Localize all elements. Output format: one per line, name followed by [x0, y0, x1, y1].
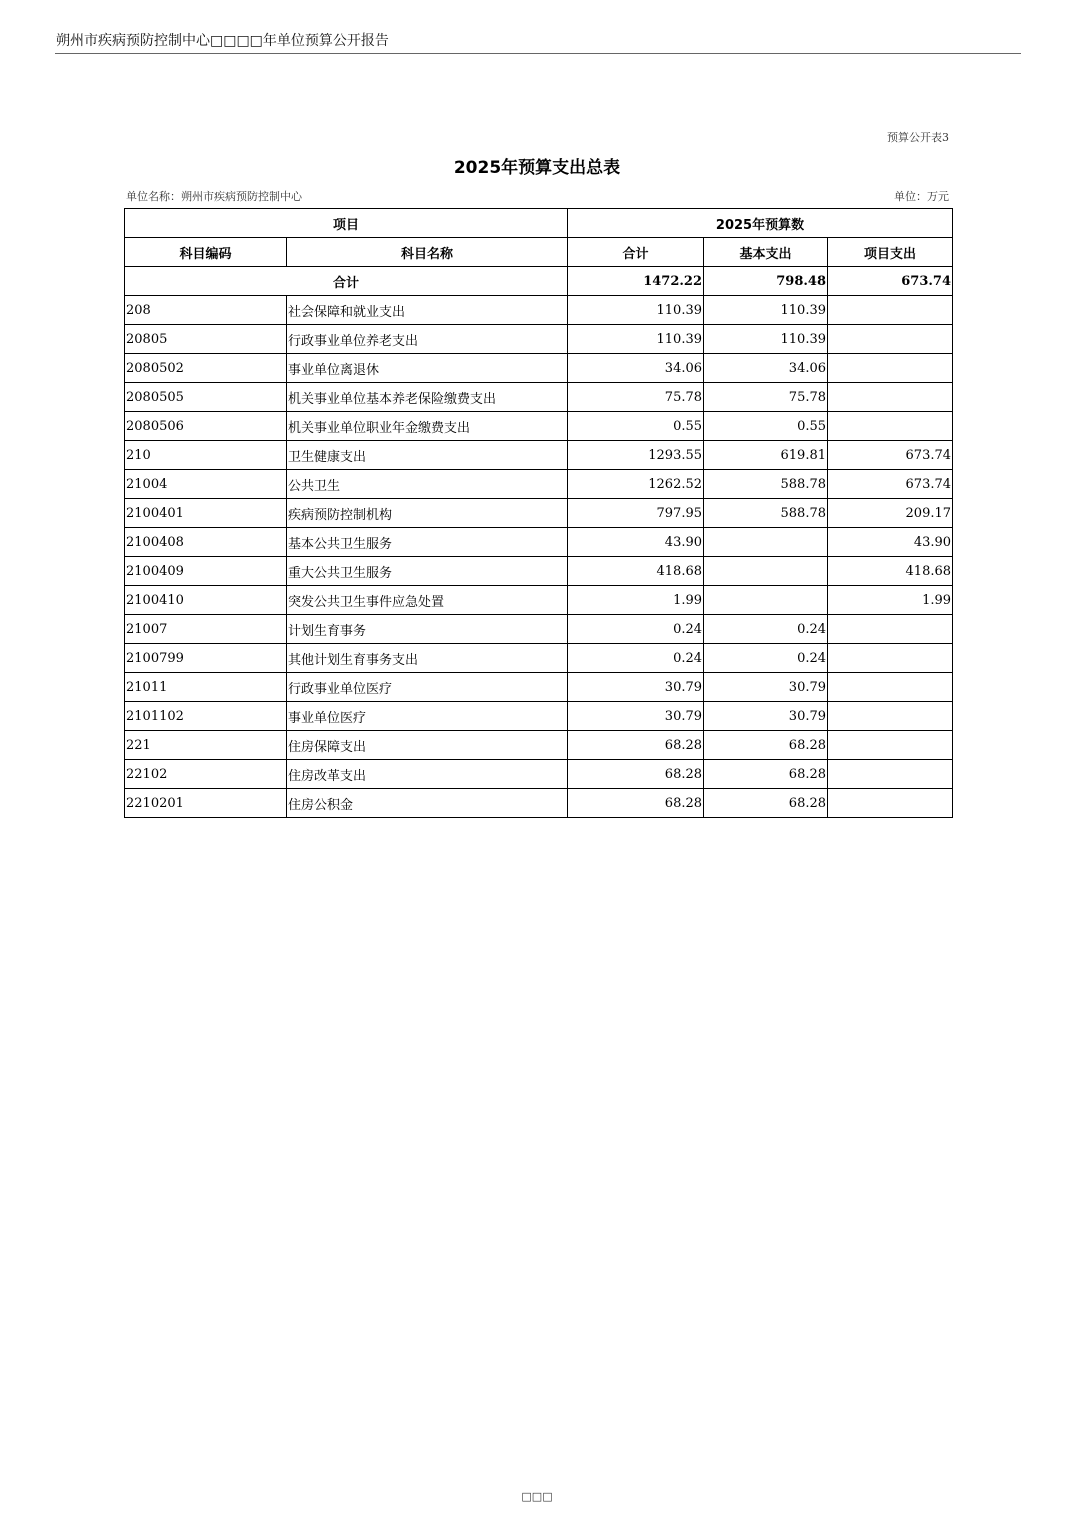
header-total: 合计	[568, 238, 704, 267]
row-total: 43.90	[568, 528, 704, 557]
row-total: 110.39	[568, 325, 704, 354]
row-total: 30.79	[568, 673, 704, 702]
row-code: 210	[125, 441, 287, 470]
row-code: 221	[125, 731, 287, 760]
row-name: 计划生育事务	[287, 615, 568, 644]
row-project	[828, 644, 953, 673]
row-name: 住房公积金	[287, 789, 568, 818]
row-basic: 68.28	[704, 760, 828, 789]
table-row	[125, 441, 953, 470]
table-row	[125, 615, 953, 644]
row-total: 797.95	[568, 499, 704, 528]
row-total: 418.68	[568, 557, 704, 586]
row-name: 其他计划生育事务支出	[287, 644, 568, 673]
row-total: 0.55	[568, 412, 704, 441]
page-number: □□□	[521, 1490, 553, 1503]
table-row	[125, 296, 953, 325]
header-basic: 基本支出	[704, 238, 828, 267]
row-total: 0.24	[568, 615, 704, 644]
row-code: 2080506	[125, 412, 287, 441]
page-title: 2025年预算支出总表	[453, 158, 621, 178]
table-row	[125, 586, 953, 615]
table-subheader-row	[125, 238, 953, 267]
row-name: 行政事业单位养老支出	[287, 325, 568, 354]
row-code: 2080502	[125, 354, 287, 383]
row-project	[828, 702, 953, 731]
budget-expenditure-table	[124, 208, 953, 818]
row-project: 209.17	[828, 499, 953, 528]
row-name: 住房改革支出	[287, 760, 568, 789]
row-total: 1262.52	[568, 470, 704, 499]
table-row	[125, 325, 953, 354]
unit-name: 单位名称：朔州市疾病预防控制中心	[126, 190, 302, 203]
header-budget: 2025年预算数	[568, 209, 953, 238]
row-basic: 0.24	[704, 615, 828, 644]
row-code: 2080505	[125, 383, 287, 412]
row-code: 2100409	[125, 557, 287, 586]
row-total: 30.79	[568, 702, 704, 731]
table-row	[125, 673, 953, 702]
row-name: 社会保障和就业支出	[287, 296, 568, 325]
unit-label: 单位：万元	[894, 190, 949, 203]
row-basic	[704, 586, 828, 615]
row-basic: 110.39	[704, 325, 828, 354]
table-header-row	[125, 209, 953, 238]
table-row	[125, 760, 953, 789]
row-project	[828, 673, 953, 702]
row-project	[828, 325, 953, 354]
row-name: 基本公共卫生服务	[287, 528, 568, 557]
row-project: 673.74	[828, 441, 953, 470]
row-basic: 30.79	[704, 702, 828, 731]
row-total: 68.28	[568, 731, 704, 760]
table-row	[125, 470, 953, 499]
row-project	[828, 760, 953, 789]
row-project: 418.68	[828, 557, 953, 586]
row-total: 0.24	[568, 644, 704, 673]
row-name: 行政事业单位医疗	[287, 673, 568, 702]
row-total: 68.28	[568, 760, 704, 789]
row-total: 34.06	[568, 354, 704, 383]
row-project	[828, 731, 953, 760]
row-basic: 588.78	[704, 499, 828, 528]
header-code: 科目编码	[125, 238, 287, 267]
row-code: 2100408	[125, 528, 287, 557]
row-code: 2101102	[125, 702, 287, 731]
row-code: 2100410	[125, 586, 287, 615]
row-code: 22102	[125, 760, 287, 789]
row-basic: 619.81	[704, 441, 828, 470]
table-row	[125, 789, 953, 818]
row-basic: 110.39	[704, 296, 828, 325]
row-name: 事业单位医疗	[287, 702, 568, 731]
header-name: 科目名称	[287, 238, 568, 267]
row-basic: 588.78	[704, 470, 828, 499]
row-project	[828, 296, 953, 325]
row-code: 2210201	[125, 789, 287, 818]
row-basic: 0.55	[704, 412, 828, 441]
row-project: 673.74	[828, 470, 953, 499]
row-name: 住房保障支出	[287, 731, 568, 760]
running-header: 朔州市疾病预防控制中心□□□□年单位预算公开报告	[56, 33, 389, 49]
row-name: 突发公共卫生事件应急处置	[287, 586, 568, 615]
row-basic	[704, 528, 828, 557]
row-project: 1.99	[828, 586, 953, 615]
row-total: 1293.55	[568, 441, 704, 470]
row-basic: 30.79	[704, 673, 828, 702]
row-code: 208	[125, 296, 287, 325]
row-code: 21011	[125, 673, 287, 702]
row-code: 21007	[125, 615, 287, 644]
row-name: 卫生健康支出	[287, 441, 568, 470]
table-row	[125, 557, 953, 586]
row-name: 机关事业单位职业年金缴费支出	[287, 412, 568, 441]
row-project	[828, 354, 953, 383]
table-row	[125, 499, 953, 528]
table-row	[125, 383, 953, 412]
table-row	[125, 644, 953, 673]
row-total: 68.28	[568, 789, 704, 818]
total-label: 合计	[125, 267, 568, 296]
table-row	[125, 702, 953, 731]
table-row	[125, 528, 953, 557]
row-basic: 0.24	[704, 644, 828, 673]
row-total: 75.78	[568, 383, 704, 412]
row-total: 1.99	[568, 586, 704, 615]
row-name: 公共卫生	[287, 470, 568, 499]
row-basic: 75.78	[704, 383, 828, 412]
row-name: 事业单位离退休	[287, 354, 568, 383]
row-project	[828, 412, 953, 441]
row-project: 43.90	[828, 528, 953, 557]
header-divider	[55, 53, 1021, 54]
row-project	[828, 789, 953, 818]
row-code: 2100401	[125, 499, 287, 528]
row-name: 机关事业单位基本养老保险缴费支出	[287, 383, 568, 412]
header-project-expenditure: 项目支出	[828, 238, 953, 267]
row-name: 重大公共卫生服务	[287, 557, 568, 586]
row-basic: 34.06	[704, 354, 828, 383]
row-total: 110.39	[568, 296, 704, 325]
row-project	[828, 383, 953, 412]
row-code: 20805	[125, 325, 287, 354]
table-row	[125, 412, 953, 441]
row-code: 21004	[125, 470, 287, 499]
table-row	[125, 731, 953, 760]
total-basic: 798.48	[704, 267, 828, 296]
total-project: 673.74	[828, 267, 953, 296]
row-name: 疾病预防控制机构	[287, 499, 568, 528]
row-basic: 68.28	[704, 789, 828, 818]
table-number: 预算公开表3	[887, 131, 949, 144]
row-project	[828, 615, 953, 644]
table-row	[125, 354, 953, 383]
total-row	[125, 267, 953, 296]
row-basic: 68.28	[704, 731, 828, 760]
row-code: 2100799	[125, 644, 287, 673]
row-basic	[704, 557, 828, 586]
total-sum: 1472.22	[568, 267, 704, 296]
header-project: 项目	[125, 209, 568, 238]
